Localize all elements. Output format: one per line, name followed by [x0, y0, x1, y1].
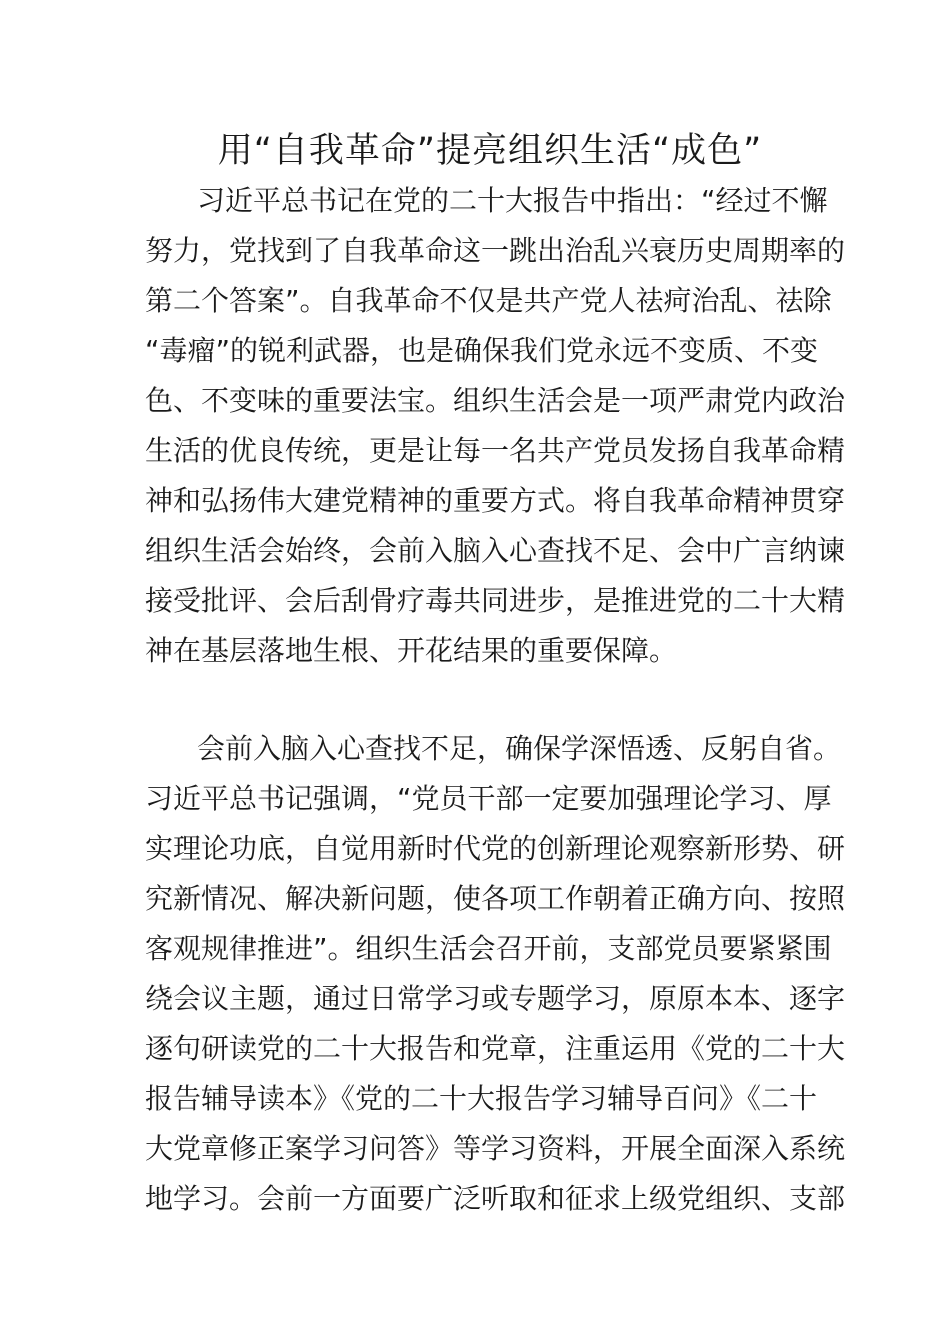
- paragraph-2-line: 客观规律推进”。组织生活会召开前，支部党员要紧紧围: [145, 932, 832, 965]
- paragraph-1-line: 习近平总书记在党的二十大报告中指出：“经过不懈: [197, 184, 828, 217]
- paragraph-1-line: 努力，党找到了自我革命这一跳出治乱兴衰历史周期率的: [145, 234, 846, 267]
- paragraph-2-line: 究新情况、解决新问题，使各项工作朝着正确方向、按照: [145, 882, 846, 915]
- paragraph-1-line: 生活的优良传统，更是让每一名共产党员发扬自我革命精: [145, 434, 846, 467]
- paragraph-2-line: 大党章修正案学习问答》等学习资料，开展全面深入系统: [145, 1132, 846, 1165]
- paragraph-2-line: 报告辅导读本》《党的二十大报告学习辅导百问》《二十: [145, 1082, 818, 1115]
- paragraph-1-line: 第二个答案”。自我革命不仅是共产党人祛疴治乱、祛除: [145, 284, 832, 317]
- document-title: 用“自我革命”提亮组织生活“成色”: [217, 131, 763, 171]
- paragraph-1-line: 色、不变味的重要法宝。组织生活会是一项严肃党内政治: [145, 384, 846, 417]
- paragraph-1-line: “毒瘤”的锐利武器，也是确保我们党永远不变质、不变: [145, 334, 819, 367]
- paragraph-2-line: 地学习。会前一方面要广泛听取和征求上级党组织、支部: [145, 1182, 846, 1215]
- paragraph-1-line: 神和弘扬伟大建党精神的重要方式。将自我革命精神贯穿: [145, 484, 846, 517]
- paragraph-2-line: 逐句研读党的二十大报告和党章，注重运用《党的二十大: [145, 1032, 846, 1065]
- paragraph-1-line: 神在基层落地生根、开花结果的重要保障。: [145, 634, 678, 667]
- paragraph-1-line: 组织生活会始终，会前入脑入心查找不足、会中广言纳谏: [145, 534, 846, 567]
- paragraph-1-line: 接受批评、会后刮骨疗毒共同进步，是推进党的二十大精: [145, 584, 846, 617]
- paragraph-2-line: 实理论功底，自觉用新时代党的创新理论观察新形势、研: [145, 832, 846, 865]
- paragraph-2-line: 绕会议主题，通过日常学习或专题学习，原原本本、逐字: [145, 982, 846, 1015]
- paragraph-2-line: 会前入脑入心查找不足，确保学深悟透、反躬自省。: [197, 732, 842, 765]
- paragraph-2-line: 习近平总书记强调，“党员干部一定要加强理论学习、厚: [145, 782, 832, 815]
